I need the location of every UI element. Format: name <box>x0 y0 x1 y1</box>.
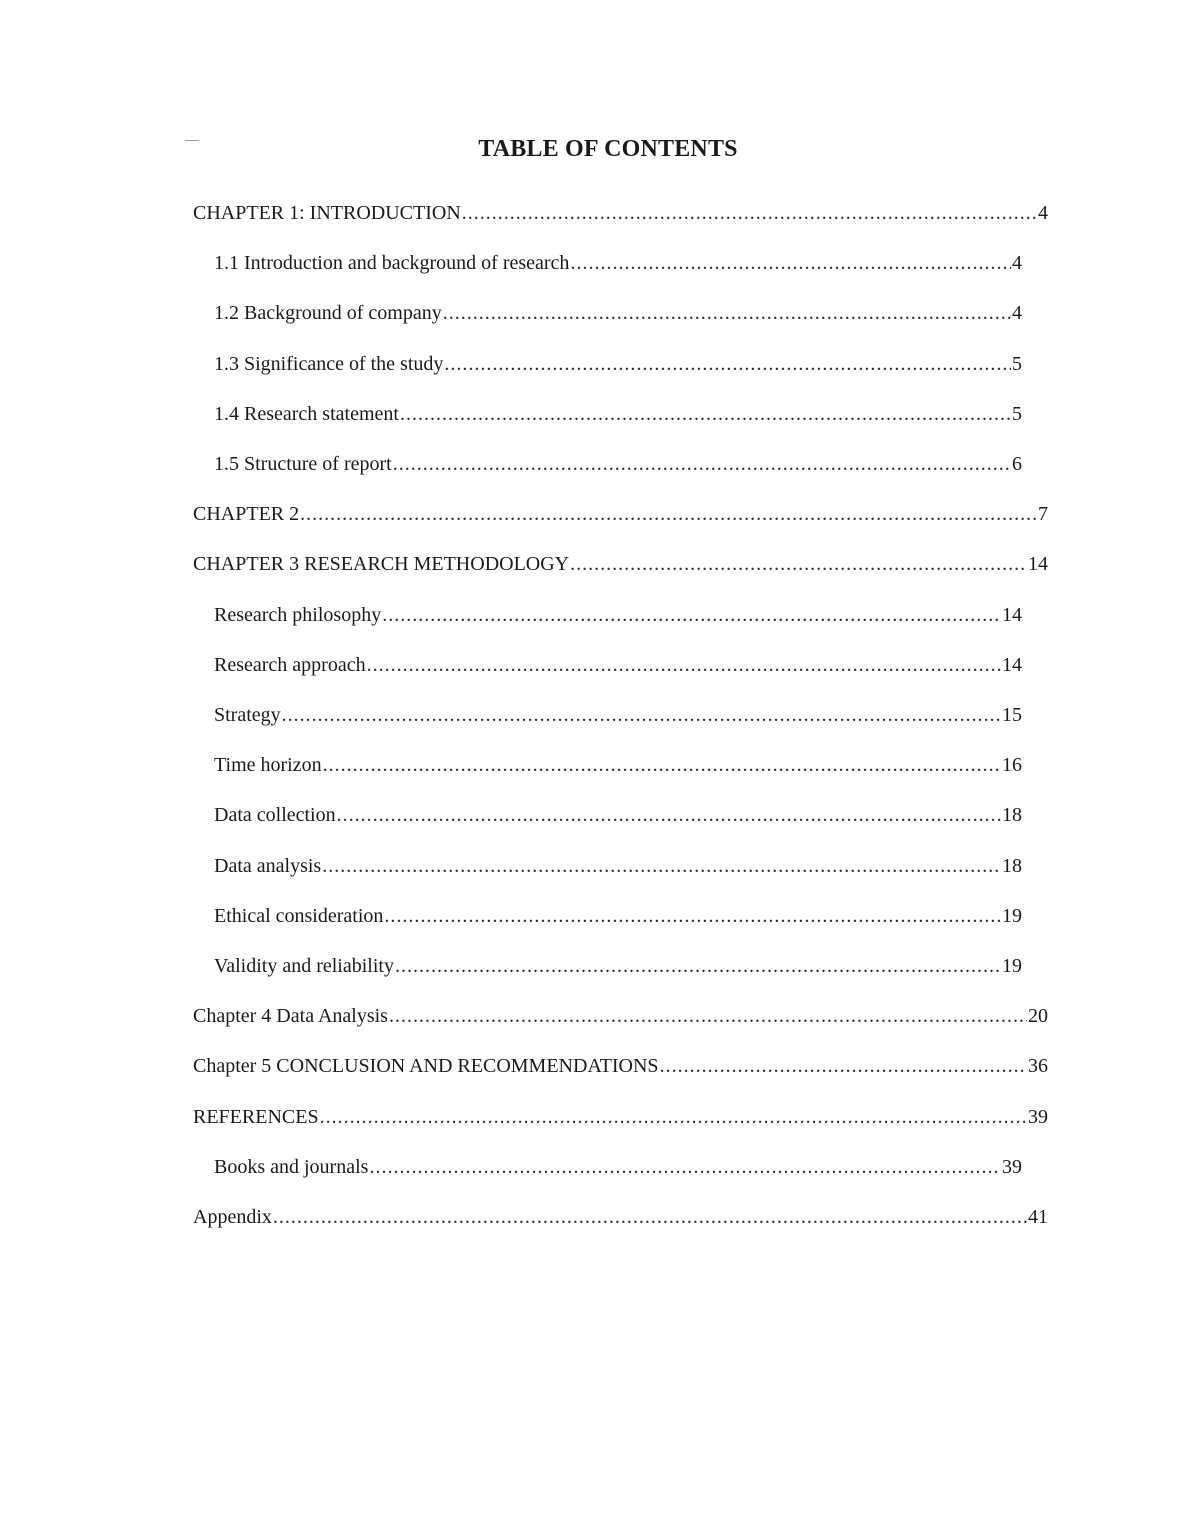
toc-dot-leader <box>382 601 1001 629</box>
toc-entry-page-number: 4 <box>1038 202 1048 224</box>
toc-entry-page-number: 14 <box>1028 553 1048 575</box>
toc-entry-page-number: 15 <box>1002 704 1022 726</box>
toc-dot-leader <box>395 952 1001 980</box>
toc-entry-page-number: 4 <box>1012 302 1022 324</box>
toc-dot-leader <box>462 199 1037 227</box>
toc-entry-page-number: 19 <box>1002 905 1022 927</box>
toc-entry-page-number: 18 <box>1002 855 1022 877</box>
toc-entry-label: Books and journals <box>214 1156 369 1178</box>
toc-entry[interactable] <box>193 1002 1048 1030</box>
toc-entry-label: Appendix <box>193 1206 272 1228</box>
toc-entry-page-number: 19 <box>1002 955 1022 977</box>
toc-dot-leader <box>393 450 1011 478</box>
toc-dot-leader <box>570 249 1011 277</box>
toc-entry[interactable] <box>214 701 1022 729</box>
toc-entry[interactable] <box>214 1153 1022 1181</box>
toc-entry-label: CHAPTER 2 <box>193 503 300 525</box>
toc-entry-page-number: 36 <box>1028 1055 1048 1077</box>
toc-entry-label: Data analysis <box>214 855 322 877</box>
toc-entry[interactable] <box>193 199 1048 227</box>
toc-dot-leader <box>660 1052 1027 1080</box>
toc-entry-page-number: 20 <box>1028 1005 1048 1027</box>
toc-entry[interactable] <box>214 902 1022 930</box>
toc-dot-leader <box>273 1203 1027 1231</box>
toc-entry-label: Time horizon <box>214 754 322 776</box>
toc-dot-leader <box>300 500 1037 528</box>
toc-entry-label: Ethical consideration <box>214 905 384 927</box>
toc-entry[interactable] <box>214 601 1022 629</box>
toc-dot-leader <box>323 751 1001 779</box>
toc-entry[interactable] <box>193 1203 1048 1231</box>
toc-entry-page-number: 41 <box>1028 1206 1048 1228</box>
toc-entry-page-number: 39 <box>1002 1156 1022 1178</box>
toc-entry[interactable] <box>193 1103 1048 1131</box>
toc-entry[interactable] <box>214 952 1022 980</box>
page-title: TABLE OF CONTENTS <box>478 136 738 162</box>
toc-entry[interactable] <box>214 450 1022 478</box>
toc-dot-leader <box>389 1002 1027 1030</box>
toc-entry[interactable] <box>214 249 1022 277</box>
toc-dot-leader <box>320 1103 1027 1131</box>
toc-dot-leader <box>367 651 1001 679</box>
toc-entry-label: Chapter 4 Data Analysis <box>193 1005 388 1027</box>
toc-entry-label: 1.4 Research statement <box>214 403 399 425</box>
toc-dot-leader <box>400 400 1011 428</box>
toc-entry-label: Validity and reliability <box>214 955 394 977</box>
toc-entry-page-number: 14 <box>1002 604 1022 626</box>
toc-entry-label: 1.5 Structure of report <box>214 453 392 475</box>
toc-entry[interactable] <box>214 751 1022 779</box>
toc-entry-page-number: 5 <box>1012 353 1022 375</box>
toc-entry-label: Research approach <box>214 654 366 676</box>
toc-entry[interactable] <box>214 651 1022 679</box>
toc-dot-leader <box>443 299 1011 327</box>
toc-entry-label: 1.1 Introduction and background of research <box>214 252 570 274</box>
toc-entry-label: Data collection <box>214 804 336 826</box>
toc-entry[interactable] <box>193 1052 1048 1080</box>
toc-dot-leader <box>570 550 1027 578</box>
toc-entry-label: REFERENCES <box>193 1106 319 1128</box>
toc-entry-label: CHAPTER 1: INTRODUCTION <box>193 202 461 224</box>
toc-entry[interactable] <box>214 852 1022 880</box>
toc-dot-leader <box>322 852 1001 880</box>
toc-entry-page-number: 14 <box>1002 654 1022 676</box>
toc-entry-label: Strategy <box>214 704 281 726</box>
toc-entry[interactable] <box>193 500 1048 528</box>
toc-dot-leader <box>282 701 1001 729</box>
toc-entry-label: CHAPTER 3 RESEARCH METHODOLOGY <box>193 553 570 575</box>
toc-entry-label: 1.2 Background of company <box>214 302 442 324</box>
toc-entry-label: Research philosophy <box>214 604 382 626</box>
toc-entry-page-number: 39 <box>1028 1106 1048 1128</box>
toc-entry[interactable] <box>214 400 1022 428</box>
toc-dot-leader <box>384 902 1001 930</box>
toc-dot-leader <box>444 350 1011 378</box>
toc-dot-leader <box>337 801 1001 829</box>
toc-entry-page-number: 6 <box>1012 453 1022 475</box>
toc-entry-page-number: 4 <box>1012 252 1022 274</box>
toc-entry-label: 1.3 Significance of the study <box>214 353 444 375</box>
toc-entry-page-number: 16 <box>1002 754 1022 776</box>
toc-entry-label: Chapter 5 CONCLUSION AND RECOMMENDATIONS <box>193 1055 659 1077</box>
toc-entry-page-number: 5 <box>1012 403 1022 425</box>
toc-entry[interactable] <box>193 550 1048 578</box>
toc-dot-leader <box>369 1153 1001 1181</box>
toc-entry-page-number: 7 <box>1038 503 1048 525</box>
toc-entry[interactable] <box>214 299 1022 327</box>
toc-entry-page-number: 18 <box>1002 804 1022 826</box>
toc-entry[interactable] <box>214 350 1022 378</box>
toc-entry[interactable] <box>214 801 1022 829</box>
